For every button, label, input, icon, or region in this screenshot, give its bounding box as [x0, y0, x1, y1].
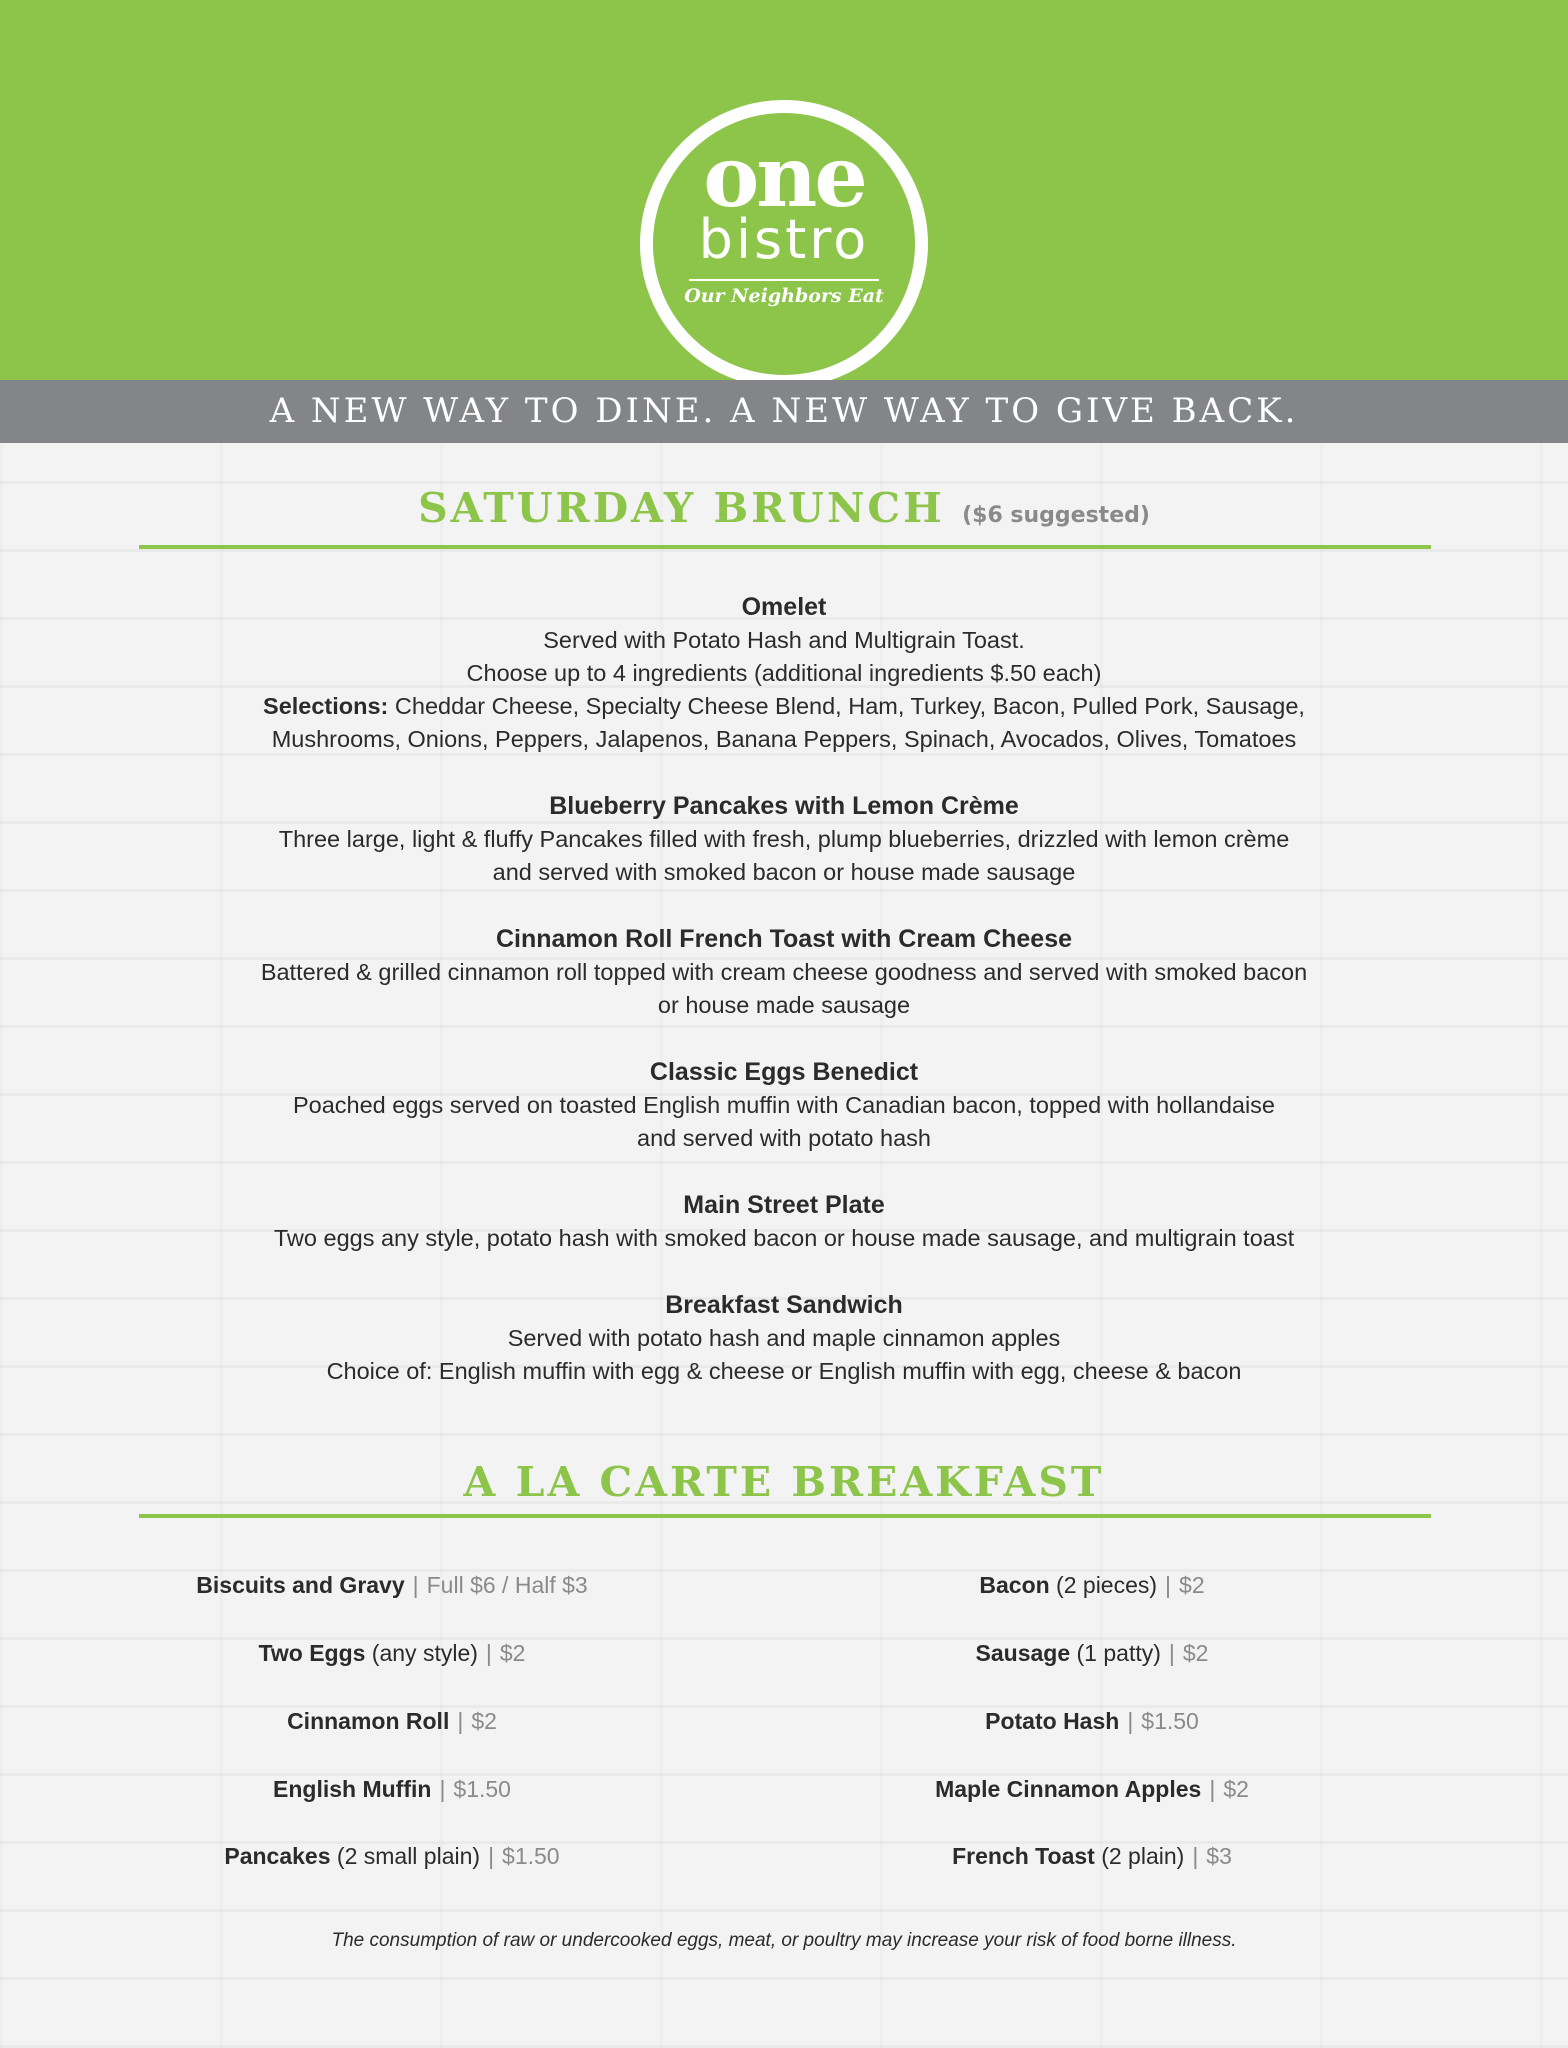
selections-list: Cheddar Cheese, Specialty Cheese Blend, Ham, Turkey, Bacon, Pulled Pork, Sausage,	[388, 693, 1305, 719]
carte-item-name: Sausage	[975, 1640, 1071, 1666]
carte-item	[0, 1572, 784, 1599]
brunch-divider	[139, 545, 1431, 549]
menu-item-eggs-benedict	[134, 1055, 1434, 1155]
carte-item	[0, 1843, 784, 1870]
header-band	[0, 0, 1568, 380]
food-safety-disclaimer: The consumption of raw or undercooked eggs, meat, or poultry may increase your risk of food borne illness.	[331, 1930, 1237, 1951]
price-separator: |	[412, 1572, 419, 1598]
item-description: or house made sausage	[657, 992, 911, 1018]
item-description: Battered & grilled cinnamon roll topped with cream cheese goodness and served with smoked bacon	[260, 959, 1308, 985]
item-name: Blueberry Pancakes with Lemon Crème	[549, 792, 1019, 820]
carte-item-name: Pancakes	[224, 1843, 331, 1869]
carte-item-price: $2	[1223, 1776, 1249, 1802]
item-name: Breakfast Sandwich	[665, 1291, 903, 1319]
item-description: Served with Potato Hash and Multigrain Toast.	[543, 627, 1025, 653]
price-separator: |	[1127, 1708, 1134, 1734]
suggested-price: ($6 suggested)	[962, 503, 1150, 528]
carte-item-name: English Muffin	[273, 1776, 432, 1802]
carte-item-price: $2	[499, 1640, 526, 1666]
price-separator: |	[439, 1776, 446, 1802]
carte-item	[0, 1708, 784, 1735]
price-separator: |	[457, 1708, 464, 1734]
logo-wordmark-bistro: bistro	[698, 208, 870, 271]
carte-item-price: $1.50	[502, 1843, 560, 1869]
carte-item-price: $2	[1179, 1572, 1205, 1598]
item-description: Choose up to 4 ingredients (additional ingredients $.50 each)	[466, 660, 1102, 686]
carte-item-detail: (2 plain)	[1094, 1843, 1185, 1869]
carte-item-detail: (2 pieces)	[1049, 1572, 1158, 1598]
carte-item	[0, 1640, 784, 1667]
carte-item-name: French Toast	[952, 1843, 1095, 1869]
carte-item-price: $1.50	[1141, 1708, 1199, 1734]
item-description: Choice of: English muffin with egg & cheese or English muffin with egg, cheese & bacon	[326, 1358, 1242, 1384]
carte-item-name: Potato Hash	[985, 1708, 1120, 1734]
price-separator: |	[1209, 1776, 1216, 1802]
price-separator: |	[1192, 1843, 1199, 1869]
carte-item-price: $2	[471, 1708, 497, 1734]
item-description: Served with potato hash and maple cinnamon apples	[507, 1325, 1061, 1351]
brunch-section-title	[0, 484, 1568, 532]
item-description: and served with potato hash	[637, 1125, 931, 1151]
item-description: Two eggs any style, potato hash with smoked bacon or house made sausage, and multigrain toast	[273, 1225, 1295, 1251]
price-separator: |	[1168, 1640, 1175, 1666]
carte-item	[700, 1708, 1484, 1735]
logo-tagline: Our Neighbors Eat	[684, 285, 884, 307]
carte-item-price: $2	[1182, 1640, 1209, 1666]
brunch-menu-list	[134, 590, 1434, 1421]
item-name: Omelet	[741, 593, 827, 621]
carte-item	[700, 1776, 1484, 1803]
carte-item-detail: (2 small plain)	[330, 1843, 481, 1869]
item-name: Cinnamon Roll French Toast with Cream Cheese	[495, 925, 1073, 953]
carte-item-price: Full $6 / Half $3	[426, 1572, 588, 1598]
carte-item-name: Bacon	[979, 1572, 1050, 1598]
item-description: Poached eggs served on toasted English muffin with Canadian bacon, topped with hollandaise	[292, 1092, 1275, 1118]
carte-item	[700, 1572, 1484, 1599]
carte-divider	[139, 1514, 1431, 1518]
price-separator: |	[488, 1843, 495, 1869]
carte-item	[0, 1776, 784, 1803]
carte-item	[700, 1640, 1484, 1667]
selections-label: Selections:	[263, 693, 389, 719]
item-name: Main Street Plate	[683, 1191, 885, 1219]
carte-item-price: $3	[1206, 1843, 1232, 1869]
item-description: and served with smoked bacon or house made sausage	[492, 859, 1076, 885]
item-selections	[134, 690, 1434, 723]
carte-item-name: Biscuits and Gravy	[196, 1572, 405, 1598]
item-selections: Mushrooms, Onions, Peppers, Jalapenos, Banana Peppers, Spinach, Avocados, Olives, Tomatoes	[271, 726, 1297, 752]
carte-item-name: Maple Cinnamon Apples	[935, 1776, 1202, 1802]
carte-item	[700, 1843, 1484, 1870]
carte-item-price: $1.50	[453, 1776, 511, 1802]
menu-item-main-street-plate	[134, 1188, 1434, 1255]
item-description: Three large, light & fluffy Pancakes filled with fresh, plump blueberries, drizzled with lemon crème	[278, 826, 1290, 852]
menu-item-blueberry-pancakes	[134, 789, 1434, 889]
logo-divider	[689, 279, 879, 281]
price-separator: |	[1165, 1572, 1172, 1598]
one-bistro-logo	[640, 100, 928, 388]
menu-item-cinnamon-roll-french-toast	[134, 922, 1434, 1022]
carte-item-name: Two Eggs	[258, 1640, 366, 1666]
carte-section-title: A LA CARTE BREAKFAST	[463, 1458, 1105, 1506]
carte-item-name: Cinnamon Roll	[287, 1708, 450, 1734]
carte-item-detail: (any style)	[365, 1640, 478, 1666]
brunch-title-text: SATURDAY BRUNCH	[418, 484, 945, 532]
item-name: Classic Eggs Benedict	[649, 1058, 919, 1086]
carte-item-detail: (1 patty)	[1070, 1640, 1161, 1666]
price-separator: |	[485, 1640, 492, 1666]
menu-item-breakfast-sandwich	[134, 1288, 1434, 1388]
logo-wordmark-one: one	[703, 127, 865, 226]
slogan-banner: A NEW WAY TO DINE. A NEW WAY TO GIVE BACK.	[0, 380, 1568, 443]
menu-item-omelet	[134, 590, 1434, 756]
